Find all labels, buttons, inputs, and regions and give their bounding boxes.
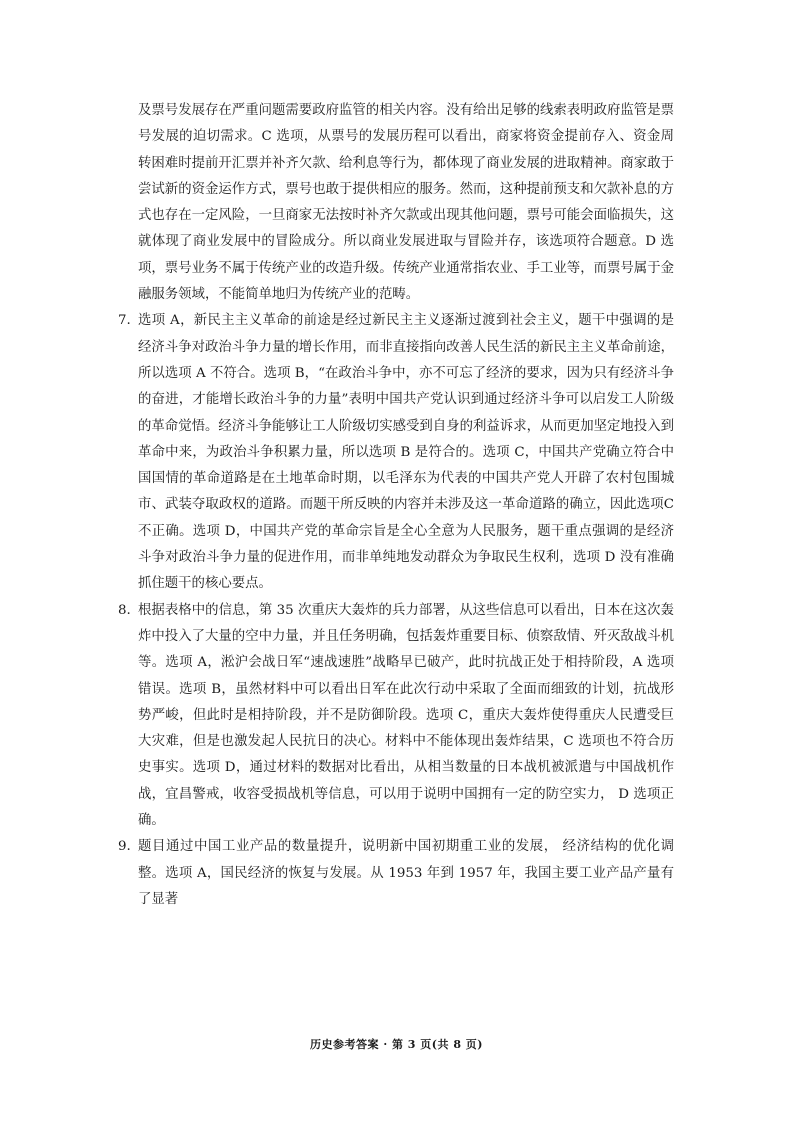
answer-item-7 — [118, 308, 674, 597]
item-text: 题目通过中国工业产品的数量提升，说明新中国初期重工业的发展， 经济结构的优化调整。选项 A，国民经济的恢复与发展。从 1953 年到 1957 年，我国主要工业产品产量有了显著 — [138, 839, 674, 907]
item-number: 7. — [118, 313, 131, 329]
answer-content — [118, 98, 674, 913]
answer-item-9 — [118, 834, 674, 913]
intro-text: 及票号发展存在严重问题需要政府监管的相关内容。没有给出足够的线索表明政府监管是票号发展的迫切需求。C 选项，从票号的发展历程可以看出，商家将资金提前存入、资金周转困难时提前开汇票并补齐欠款、给利息等行为，都体现了商业发展的进取精神。商家敢于尝试新的资金运作方式，票号也敢于提供相应的服务。然而，这种提前预支和欠款补息的方式也存在一定风险，一旦商家无法按时补齐欠款或出现其他问题，票号可能会面临损失，这就体现了商业发展中的冒险成分。所以商业发展进取与冒险并存，该选项符合题意。D 选项，票号业务不属于传统产业的改造升级。传统产业通常指农业、手工业等，而票号属于金融服务领域，不能简单地归为传统产业的范畴。 — [138, 103, 674, 303]
answer-item-8 — [118, 598, 674, 835]
page-footer: 历史参考答案 · 第 3 页(共 8 页) — [309, 1038, 484, 1051]
intro-paragraph — [118, 98, 674, 308]
item-number: 9. — [118, 839, 131, 855]
item-text: 根据表格中的信息，第 35 次重庆大轰炸的兵力部署，从这些信息可以看出，日本在这次轰炸中投入了大量的空中力量，并且任务明确，包括轰炸重要目标、侦察敌情、歼灭敌战斗机等。选项 A，淞沪会战日军“速战速胜”战略早已破产，此时抗战正处于相持阶段，A 选项错误。选项 B，虽然材料中可以看出日军在此次行动中采取了全面而细致的计划，抗战形势严峻，但此时是相持阶段，并不是防御阶段。选项 C，重庆大轰炸使得重庆人民遭受巨大灾难，但是也激发起人民抗日的决心。材料中不能体现出轰炸结果，C 选项也不符合历史事实。选项 D，通过材料的数据对比看出，从相当数量的日本战机被派遣与中国战机作战，宜昌警戒，收容受损战机等信息，可以用于说明中国拥有一定的防空实力， D 选项正确。 — [138, 602, 674, 829]
item-number: 8. — [118, 602, 131, 618]
item-text: 选项 A，新民主主义革命的前途是经过新民主主义逐渐过渡到社会主义，题干中强调的是经济斗争对政治斗争力量的增长作用，而非直接指向改善人民生活的新民主主义革命前途，所以选项 A 不符合。选项 B，“在政治斗争中，亦不可忘了经济的要求，因为只有经济斗争的奋进，才能增长政治斗争的力量”表明中国共产党认识到通过经济斗争可以启发工人阶级的革命觉悟。经济斗争能够让工人阶级切实感受到自身的利益诉求，从而更加坚定地投入到革命中来，为政治斗争积累力量，所以选项 B 是符合的。选项 C，中国共产党确立符合中国国情的革命道路是在土地革命时期，以毛泽东为代表的中国共产党人开辟了农村包围城市、武装夺取政权的道路。而题干所反映的内容并未涉及这一革命道路的确立，因此选项C 不正确。选项 D，中国共产党的革命宗旨是全心全意为人民服务，题干重点强调的是经济斗争对政治斗争力量的促进作用，而非单纯地发动群众为争取民生权利，选项 D 没有准确抓住题干的核心要点。 — [138, 313, 674, 592]
